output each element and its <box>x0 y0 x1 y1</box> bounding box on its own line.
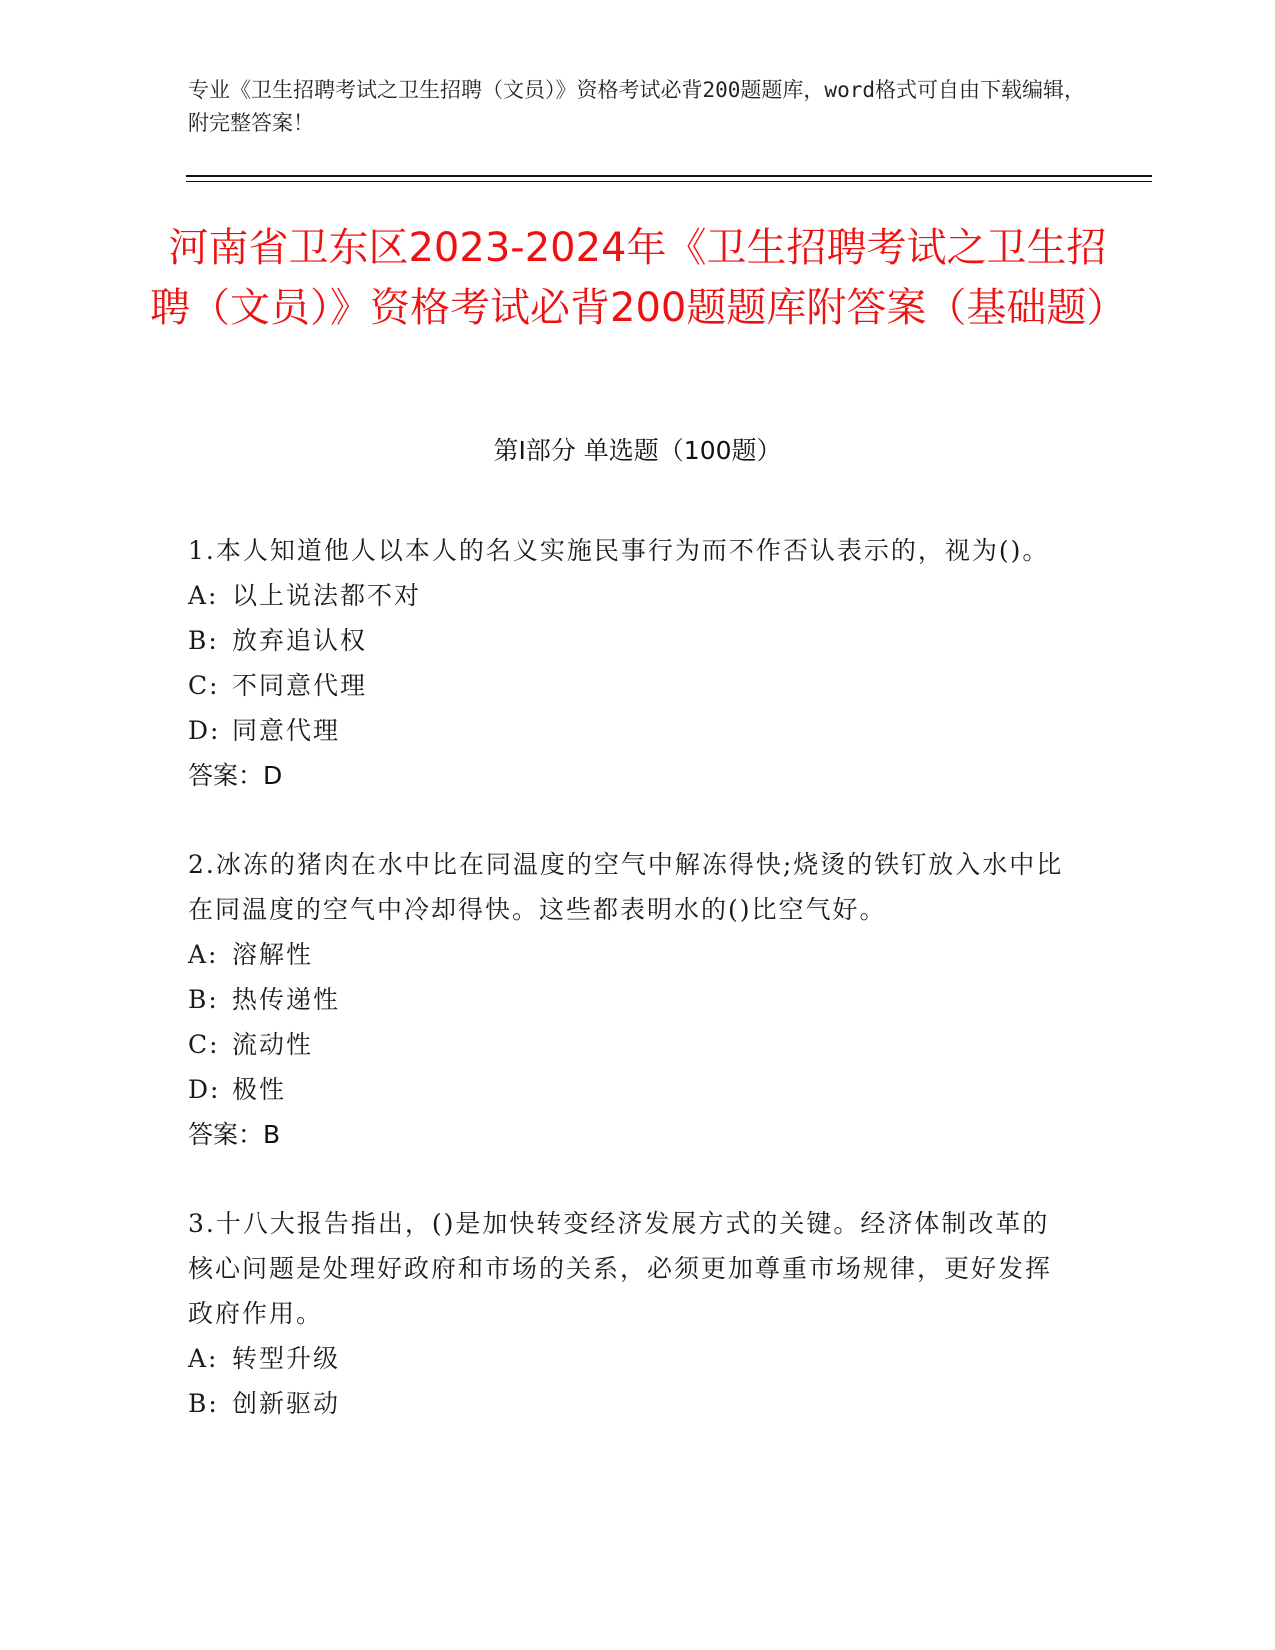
option-key: B: <box>188 1389 219 1418</box>
answer-line: 答案：D <box>188 761 283 790</box>
option-d <box>188 708 1068 753</box>
option-key: C: <box>188 671 220 700</box>
option-b <box>188 618 1068 663</box>
option-text: 流动性 <box>232 1030 314 1059</box>
option-key: A: <box>188 1344 219 1373</box>
question-2 <box>188 842 1068 1157</box>
option-text: 热传递性 <box>232 985 341 1014</box>
question-list <box>188 528 1068 1470</box>
question-text: 2.冰冻的猪肉在水中比在同温度的空气中解冻得快;烧烫的铁钉放入水中比在同温度的空气中冷却得快。这些都表明水的()比空气好。 <box>188 850 1064 924</box>
option-text: 放弃追认权 <box>232 626 368 655</box>
header-note: 专业《卫生招聘考试之卫生招聘（文员）》资格考试必背200题题库，word格式可自由下载编辑，附完整答案！ <box>188 78 1085 135</box>
option-c <box>188 663 1068 708</box>
option-key: B: <box>188 626 219 655</box>
section-title: 第Ⅰ部分 单选题（100题） <box>493 436 782 465</box>
option-text: 以上说法都不对 <box>232 581 422 610</box>
option-a <box>188 1336 1068 1381</box>
question-1 <box>188 528 1068 798</box>
option-text: 创新驱动 <box>232 1389 341 1418</box>
option-d <box>188 1067 1068 1112</box>
option-b <box>188 977 1068 1022</box>
option-key: A: <box>188 940 219 969</box>
option-b <box>188 1381 1068 1426</box>
answer-line: 答案：B <box>188 1120 281 1149</box>
option-key: D: <box>188 716 221 745</box>
option-a <box>188 573 1068 618</box>
question-3 <box>188 1201 1068 1426</box>
option-text: 不同意代理 <box>232 671 368 700</box>
option-a <box>188 932 1068 977</box>
header-divider-thick <box>186 175 1152 177</box>
option-key: C: <box>188 1030 220 1059</box>
option-key: A: <box>188 581 219 610</box>
header-divider-thin <box>186 181 1152 182</box>
option-key: B: <box>188 985 219 1014</box>
option-text: 极性 <box>232 1075 287 1104</box>
option-text: 溶解性 <box>232 940 314 969</box>
option-key: D: <box>188 1075 221 1104</box>
question-text: 3.十八大报告指出，()是加快转变经济发展方式的关键。经济体制改革的核心问题是处理好政府和市场的关系，必须更加尊重市场规律，更好发挥政府作用。 <box>188 1209 1053 1328</box>
option-c <box>188 1022 1068 1067</box>
question-text: 1.本人知道他人以本人的名义实施民事行为而不作否认表示的，视为()。 <box>188 536 1050 565</box>
option-text: 转型升级 <box>232 1344 341 1373</box>
option-text: 同意代理 <box>232 716 341 745</box>
document-title: 河南省卫东区2023-2024年《卫生招聘考试之卫生招聘（文员）》资格考试必背200题题库附答案（基础题） <box>150 225 1127 331</box>
